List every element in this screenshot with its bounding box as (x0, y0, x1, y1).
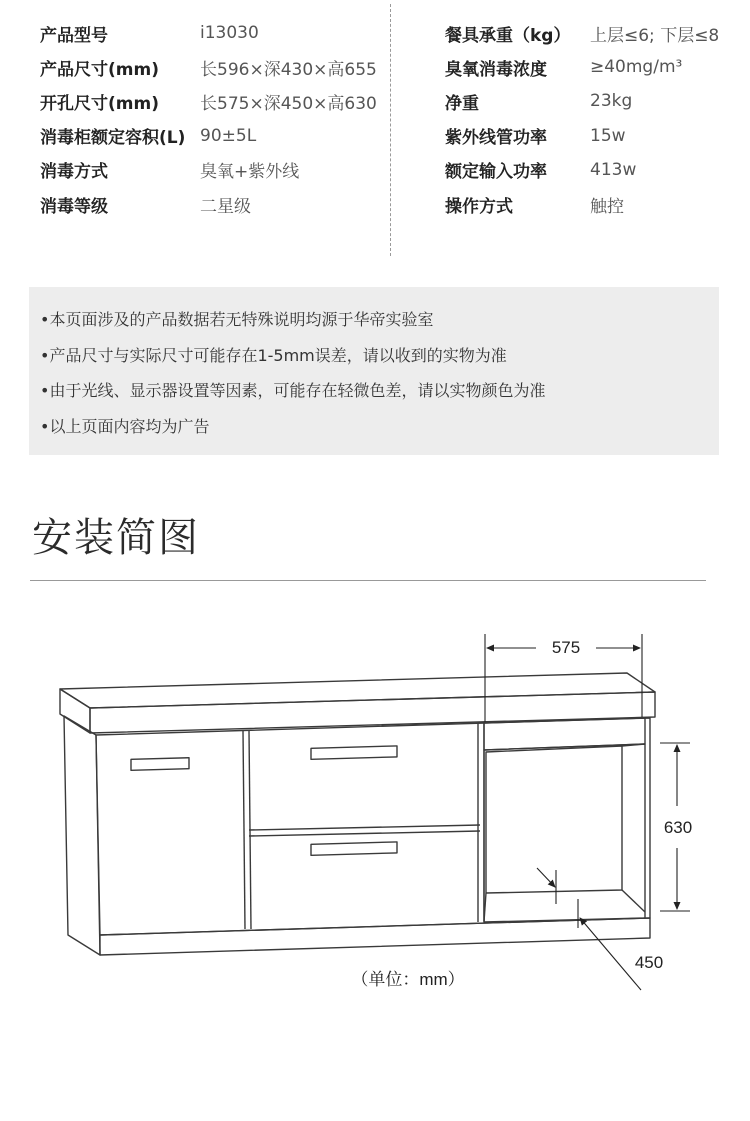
installation-diagram (0, 600, 750, 1020)
cabinet-outline (60, 673, 655, 955)
spec-row (445, 50, 683, 84)
spec-value: 触控 (590, 196, 624, 217)
spec-label: 产品型号 (40, 25, 108, 46)
section-divider (30, 580, 706, 581)
spec-row (445, 187, 624, 221)
spec-label: 餐具承重（kg） (445, 25, 571, 46)
spec-label: 开孔尺寸(mm) (40, 93, 159, 114)
spec-value: ≥40mg/m³ (590, 57, 683, 78)
spec-value: i13030 (200, 23, 259, 44)
spec-column-right (445, 16, 720, 221)
spec-row (40, 84, 377, 118)
spec-label: 净重 (445, 93, 479, 114)
spec-label: 操作方式 (445, 196, 513, 217)
disclaimer-note: •产品尺寸与实际尺寸可能存在1-5mm误差，请以收到的实物为准 (40, 345, 507, 365)
spec-row (40, 153, 300, 187)
spec-label: 产品尺寸(mm) (40, 59, 159, 80)
spec-label: 消毒柜额定容积(L) (40, 128, 186, 149)
spec-row (445, 119, 626, 153)
spec-value: 90±5L (200, 125, 257, 146)
disclaimer-note: •本页面涉及的产品数据若无特殊说明均源于华帝实验室 (40, 310, 434, 330)
column-divider (390, 4, 391, 256)
spec-column-left (40, 16, 377, 221)
dimension-lines (485, 634, 693, 990)
disclaimer-note: •以上页面内容均为广告 (40, 416, 210, 436)
spec-row (445, 84, 633, 118)
spec-value: 上层≤6; 下层≤8 (590, 25, 720, 46)
spec-label: 消毒等级 (40, 196, 108, 217)
spec-label: 额定输入功率 (445, 162, 547, 183)
disclaimer-box (29, 287, 719, 455)
spec-row (40, 119, 257, 153)
spec-label: 消毒方式 (40, 162, 108, 183)
spec-row (40, 187, 251, 221)
dimension-depth-label: 450 (634, 953, 664, 972)
dimension-height-label: 630 (663, 818, 693, 837)
spec-value: 413w (590, 159, 637, 180)
dimension-width-label: 575 (551, 638, 581, 657)
spec-value: 23kg (590, 91, 633, 112)
spec-value: 15w (590, 125, 626, 146)
spec-row (40, 50, 377, 84)
spec-value: 长596×深430×高655 (200, 59, 377, 80)
spec-table (0, 0, 750, 270)
unit-note: （单位：mm） (351, 970, 465, 989)
section-title: 安装简图 (32, 515, 200, 561)
spec-row (445, 16, 720, 50)
disclaimer-note: •由于光线、显示器设置等因素，可能存在轻微色差，请以实物颜色为准 (40, 381, 546, 401)
spec-value: 二星级 (200, 196, 251, 217)
spec-row (40, 16, 259, 50)
spec-row (445, 153, 637, 187)
spec-value: 长575×深450×高630 (200, 93, 377, 114)
spec-label: 臭氧消毒浓度 (445, 59, 547, 80)
spec-value: 臭氧+紫外线 (200, 162, 300, 183)
spec-label: 紫外线管功率 (445, 128, 547, 149)
